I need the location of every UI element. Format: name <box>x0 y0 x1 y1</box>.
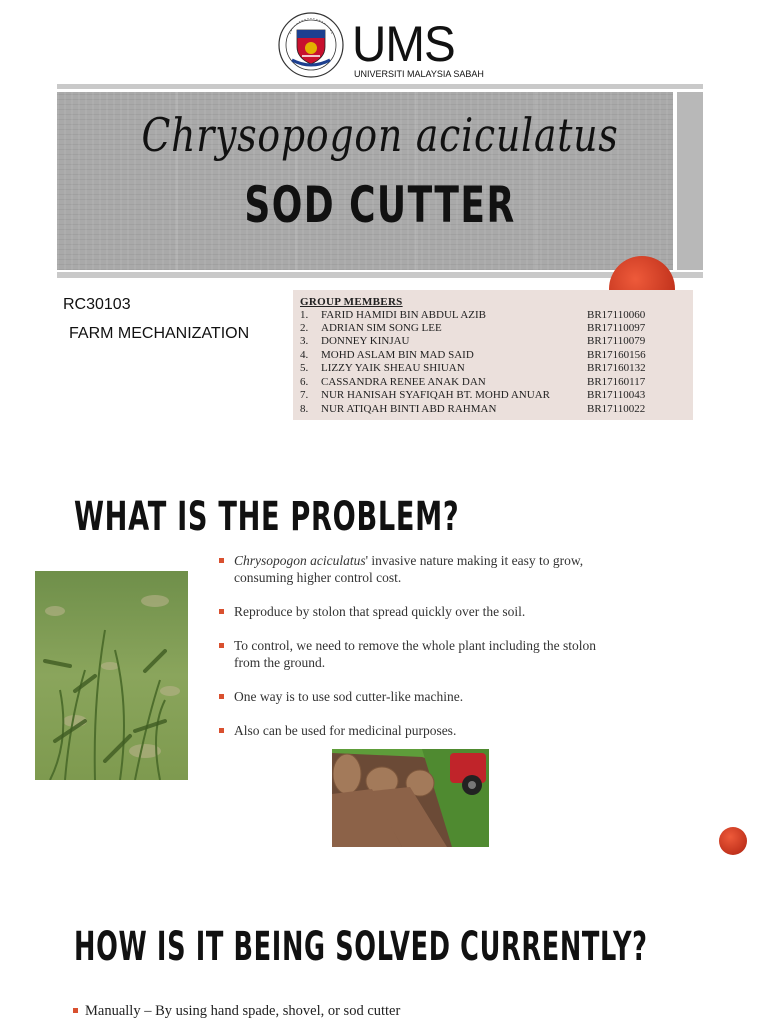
member-id: BR17110097 <box>587 322 646 334</box>
title-banner <box>57 84 703 278</box>
grass-photo <box>35 571 188 780</box>
group-members-title: GROUP MEMBERS <box>300 296 403 308</box>
member-id: BR17110043 <box>587 389 646 401</box>
member-name: NUR ATIQAH BINTI ABD RAHMAN <box>321 403 497 415</box>
member-row <box>300 362 646 375</box>
member-number: 3. <box>300 335 309 347</box>
problem-heading: WHAT IS THE PROBLEM? <box>74 494 460 540</box>
list-item: Also can be used for medicinal purposes. <box>216 722 616 739</box>
banner-side-panel <box>677 92 703 270</box>
course-name: FARM MECHANIZATION <box>69 325 250 342</box>
member-id: BR17160132 <box>587 362 646 374</box>
group-members-box <box>293 290 693 420</box>
logo-abbreviation: UMS <box>352 16 455 72</box>
list-item: One way is to use sod cutter-like machine. <box>216 688 616 705</box>
member-row <box>300 322 646 335</box>
member-name: ADRIAN SIM SONG LEE <box>321 322 442 334</box>
species-name: Chrysopogon aciculatus <box>234 553 366 568</box>
university-seal-icon <box>278 12 344 78</box>
member-name: LIZZY YAIK SHEAU SHIUAN <box>321 362 465 374</box>
member-row <box>300 349 646 362</box>
member-id: BR17160117 <box>587 376 646 388</box>
member-number: 5. <box>300 362 309 374</box>
sod-rolls-photo <box>332 749 489 847</box>
member-id: BR17160156 <box>587 349 646 361</box>
member-number: 4. <box>300 349 309 361</box>
ums-logo <box>278 12 484 82</box>
member-name: MOHD ASLAM BIN MAD SAID <box>321 349 474 361</box>
banner-bottom-stripe <box>57 272 703 278</box>
list-item: Reproduce by stolon that spread quickly over the soil. <box>216 603 616 620</box>
member-name: CASSANDRA RENEE ANAK DAN <box>321 376 486 388</box>
decorative-circle <box>719 827 747 855</box>
solution-heading: HOW IS IT BEING SOLVED CURRENTLY? <box>74 924 648 970</box>
banner-top-stripe <box>57 84 703 89</box>
member-name: NUR HANISAH SYAFIQAH BT. MOHD ANUAR <box>321 389 550 401</box>
member-number: 2. <box>300 322 309 334</box>
course-code: RC30103 <box>63 296 131 313</box>
member-number: 8. <box>300 403 309 415</box>
problem-bullets <box>216 552 616 756</box>
member-row <box>300 309 646 322</box>
member-id: BR17110060 <box>587 309 646 321</box>
title-species: Chrysopogon aciculatus <box>141 108 619 162</box>
member-number: 6. <box>300 376 309 388</box>
member-row <box>300 335 646 348</box>
member-row <box>300 389 646 402</box>
member-name: FARID HAMIDI BIN ABDUL AZIB <box>321 309 486 321</box>
member-name: DONNEY KINJAU <box>321 335 410 347</box>
bullet-text: ' invasive nature making it easy to grow, consuming higher control cost. <box>234 553 584 585</box>
member-number: 7. <box>300 389 309 401</box>
member-id: BR17110022 <box>587 403 646 415</box>
member-number: 1. <box>300 309 309 321</box>
list-item: To control, we need to remove the whole plant including the stolon from the ground. <box>216 637 616 671</box>
member-row <box>300 376 646 389</box>
title-main: SOD CUTTER <box>244 176 516 234</box>
list-item: Manually – By using hand spade, shovel, or sod cutter <box>73 1002 673 1020</box>
solution-bullets <box>73 1002 673 1020</box>
logo-university-name: UNIVERSITI MALAYSIA SABAH <box>354 69 484 79</box>
list-item <box>216 552 616 586</box>
member-row <box>300 403 646 416</box>
member-id: BR17110079 <box>587 335 646 347</box>
